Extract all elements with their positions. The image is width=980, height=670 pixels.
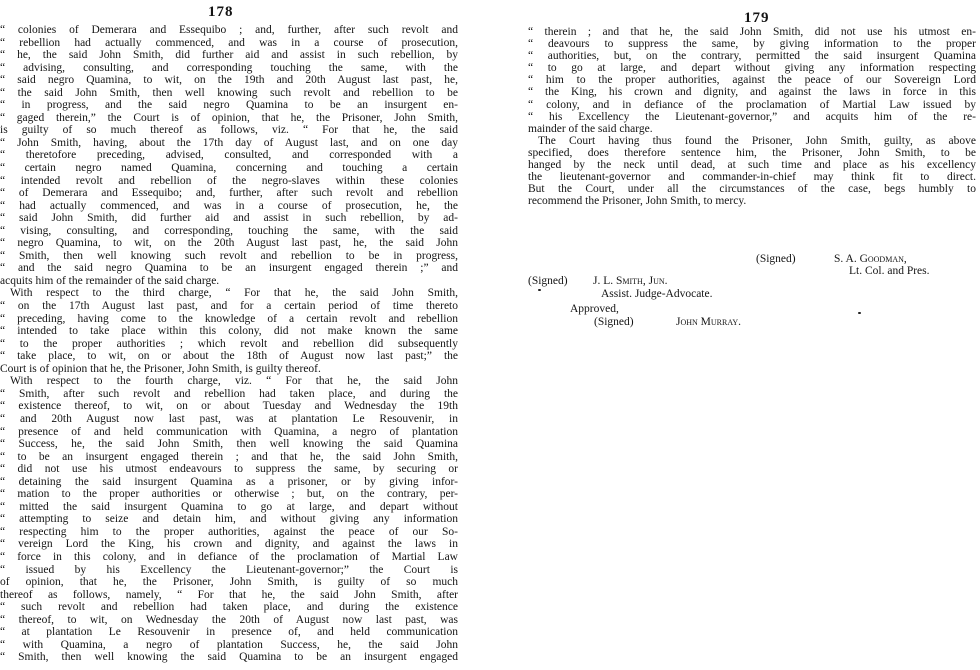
text-line: “ mation to the proper authorities or otherwise ; but, on the contrary, per- — [0, 488, 458, 501]
text-line: “ existence thereof, to wit, on or about Tuesday and Wednesday the 19th — [0, 400, 458, 413]
text-line: “ said John Smith, did further aid and assist in such rebellion, by ad- — [0, 212, 458, 225]
text-line: But the Court, under all the circumstances of the case, begs humbly to — [528, 183, 976, 196]
text-line: “ theretofore preceding, advised, consulted, and corresponded with a — [0, 149, 458, 162]
signed-label-1: (Signed) — [756, 253, 796, 265]
text-line: With respect to the third charge, “ For that he, the said John Smith, — [10, 287, 458, 300]
text-line: “ said negro Quamina, to wit, on the 19th and 20th August last past, he, — [0, 74, 458, 87]
left-page-body — [0, 24, 458, 664]
text-line: “ respecting him to the proper authorities, against the peace of our So- — [0, 525, 458, 538]
signed-label-2: (Signed) — [528, 275, 568, 287]
text-line: “ preceding, having come to the knowledge of a certain revolt and rebellion — [0, 312, 458, 325]
text-line: “ force in this colony, and in defiance of the proclamation of Martial Law — [0, 550, 458, 563]
text-line: “ vising, consulting, and corresponding, touching the same, with the said — [0, 224, 458, 237]
text-line: recommend the Prisoner, John Smith, to mercy. — [528, 195, 747, 208]
text-line: “ of Demerara and Essequibo; and, further, after such revolt and rebellion — [0, 187, 458, 200]
text-line: “ his Excellency the Lieutenant-governor,” and acquits him of the re- — [528, 110, 976, 123]
text-line: thereof as follows, namely, “ For that he, the said John Smith, after — [0, 588, 458, 601]
text-line: “ presence of and held communication with Quamina, a negro of plantation — [0, 425, 458, 438]
text-line: “ colonies of Demerara and Essequibo ; and, further, after such revolt and — [0, 24, 458, 36]
text-line: “ authorities, but, on the contrary, permitted the said insurgent Quamina — [528, 50, 976, 63]
text-line: “ he, the said John Smith, did further aid and assist in such rebellion, by — [0, 49, 458, 62]
text-line: “ Smith, then well knowing the said Quamina to be an insurgent engaged — [0, 651, 458, 664]
right-page — [500, 0, 980, 670]
text-line: acquits him of the remainder of the said charge. — [0, 274, 220, 287]
text-line: “ advising, consulting, and corresponding touching the same, with the — [0, 61, 458, 74]
text-line: “ vereign Lord the King, his crown and dignity, and against the laws in — [0, 538, 458, 551]
right-page-body — [528, 26, 976, 207]
text-line: “ mitted the said insurgent Quamina to go at large, and depart without — [0, 500, 458, 513]
text-line: specified, does therefore sentence him, the Prisoner, John Smith, to be — [528, 146, 976, 159]
text-line: Court is of opinion that he, the Prisoner, John Smith, is guilty thereof. — [0, 362, 321, 375]
text-line: “ Success, he, the said John Smith, then well knowing the said Quamina — [0, 438, 458, 451]
text-line: the lieutenant-governor and commander-in-chief may think fit to direct. — [528, 171, 976, 184]
text-line: “ in progress, and the said negro Quamina to be an insurgent en- — [0, 99, 458, 112]
text-line: “ attempting to seize and detain him, and without giving any information — [0, 513, 458, 526]
text-line: “ intended to take place within this colony, did not make known the same — [0, 325, 458, 338]
text-line: “ colony, and in defiance of the proclamation of Martial Law issued by — [528, 98, 976, 111]
text-line: “ to go at large, and depart without giving any information respecting — [528, 62, 976, 75]
text-line: “ certain negro named Quamina, concerning and touching a certain — [0, 162, 458, 175]
text-line: “ thereof, to wit, on Wednesday the 20th of August now last past, was — [0, 613, 458, 626]
text-line: “ on the 17th August last past, and for a certain period of time thereto — [0, 300, 458, 313]
approved-label: Approved, — [570, 303, 619, 315]
text-line: “ take place, to wit, on or about the 18th of August now last past;” the — [0, 350, 458, 363]
text-line: “ to be an insurgent engaged therein ; and that he, the said John Smith, — [0, 450, 458, 463]
text-line: “ such revolt and rebellion had taken place, and during the existence — [0, 601, 458, 614]
text-line: “ issued by his Excellency the Lieutenant-governor;” the Court is — [0, 563, 458, 576]
text-line: The Court having thus found the Prisoner, John Smith, guilty, as above — [538, 134, 976, 147]
text-line: “ Smith, then well knowing such revolt and rebellion to be in progress, — [0, 249, 458, 262]
text-line: “ deavours to suppress the same, by giving information to the proper — [528, 38, 976, 51]
left-page — [0, 0, 480, 670]
text-line: “ detaining the said insurgent Quamina as a prisoner, or by giving infor- — [0, 475, 458, 488]
text-line: “ gaged therein,” the Court is of opinion, that he, the Prisoner, John Smith, — [0, 111, 458, 124]
text-line: “ John Smith, having, about the 17th day of August last, and on one day — [0, 136, 458, 149]
text-line: “ the King, his crown and dignity, and against the laws in force in this — [528, 86, 976, 99]
signatory-smith-title: Assist. Judge-Advocate. — [601, 288, 713, 300]
text-line: With respect to the fourth charge, viz. “ For that he, the said John — [10, 375, 458, 388]
print-speck — [858, 312, 861, 314]
text-line: “ him to the proper authorities, against the peace of our Sovereign Lord — [528, 74, 976, 87]
text-line: “ to the proper authorities ; which revolt and rebellion did subsequently — [0, 337, 458, 350]
text-line: “ had actually commenced, and was in a course of prosecution, he, the — [0, 199, 458, 212]
text-line: “ negro Quamina, to wit, on the 20th August last past, he, the said John — [0, 237, 458, 250]
text-line: “ the said John Smith, then well knowing such revolt and rebellion to be — [0, 86, 458, 99]
signatory-smith-name: J. L. Smith, Jun. — [593, 275, 668, 287]
text-line: “ therein ; and that he, the said John Smith, did not use his utmost en- — [528, 26, 976, 38]
text-line: “ Smith, after such revolt and rebellion had taken place, and during the — [0, 387, 458, 400]
page-number-178: 178 — [208, 4, 234, 20]
signatory-goodman-name: S. A. Goodman, — [834, 253, 907, 265]
signed-label-3: (Signed) — [594, 316, 634, 328]
text-line: “ with Quamina, a negro of plantation Success, he, the said John — [0, 638, 458, 651]
signatory-goodman-title: Lt. Col. and Pres. — [849, 265, 930, 277]
text-line: “ and 20th August now last past, was at plantation Le Resouvenir, in — [0, 412, 458, 425]
text-line: “ at plantation Le Resouvenir in presence of, and held communication — [0, 626, 458, 639]
text-line: is guilty of so much thereof as follows, viz. “ For that he, the said — [0, 124, 458, 137]
text-line: “ rebellion had actually commenced, and was in a course of prosecution, — [0, 36, 458, 49]
page-number-179: 179 — [744, 10, 770, 26]
text-line: of opinion, that he, the Prisoner, John Smith, is guilty of so much — [0, 576, 458, 589]
text-line: mainder of the said charge. — [528, 122, 653, 135]
print-speck — [538, 289, 541, 291]
signatory-murray-name: John Murray. — [676, 316, 742, 328]
text-line: “ and the said negro Quamina to be an insurgent engaged therein ;” and — [0, 262, 458, 275]
text-line: hanged by the neck until dead, at such time and place as his excellency — [528, 159, 976, 172]
text-line: “ intended revolt and rebellion of the negro-slaves within these colonies — [0, 174, 458, 187]
text-line: “ did not use his utmost endeavours to suppress the same, by securing or — [0, 463, 458, 476]
